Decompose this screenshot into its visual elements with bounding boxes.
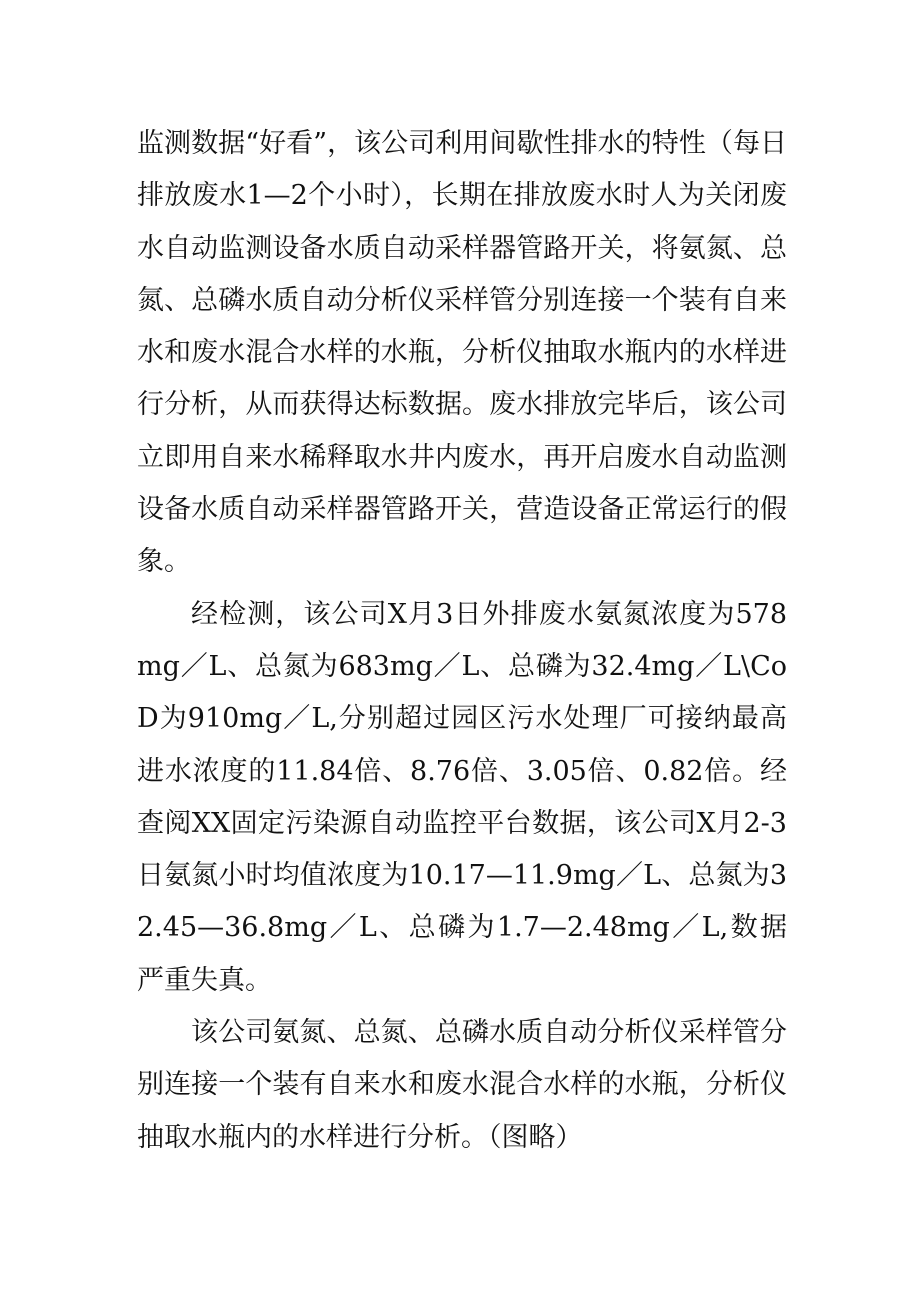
paragraph-3: 该公司氨氮、总氮、总磷水质自动分析仪采样管分别连接一个装有自来水和废水混合水样的水瓶，分析仪抽取水瓶内的水样进行分析。（图略） [137,1017,787,1153]
paragraph-1: 监测数据“好看”，该公司利用间歇性排水的特性（每日排放废水1—2个小时），长期在排放废水时人为关闭废水自动监测设备水质自动采样器管路开关，将氨氮、总氮、总磷水质自动分析仪采样管分别连接一个装有自来水和废水混合水样的水瓶，分析仪抽取水瓶内的水样进行分析，从而获得达标数据。废水排放完毕后，该公司立即用自来水稀释取水井内废水，再开启废水自动监测设备水质自动采样器管路开关，营造设备正常运行的假象。 [137,128,787,578]
paragraph-2: 经检测，该公司X月3日外排废水氨氮浓度为578mg／L、总氮为683mg／L、总磷为32.4mg／L\CoD为910mg／L,分别超过园区污水处理厂可接纳最高进水浓度的11.84倍、8.76倍、3.05倍、0.82倍。经查阅XX固定污染源自动监控平台数据，该公司X月2-3日氨氮小时均值浓度为10.17—11.9mg／L、总氮为32.45—36.8mg／L、总磷为1.7—2.48mg／L,数据严重失真。 [137,598,787,996]
body-text [137,118,787,1164]
